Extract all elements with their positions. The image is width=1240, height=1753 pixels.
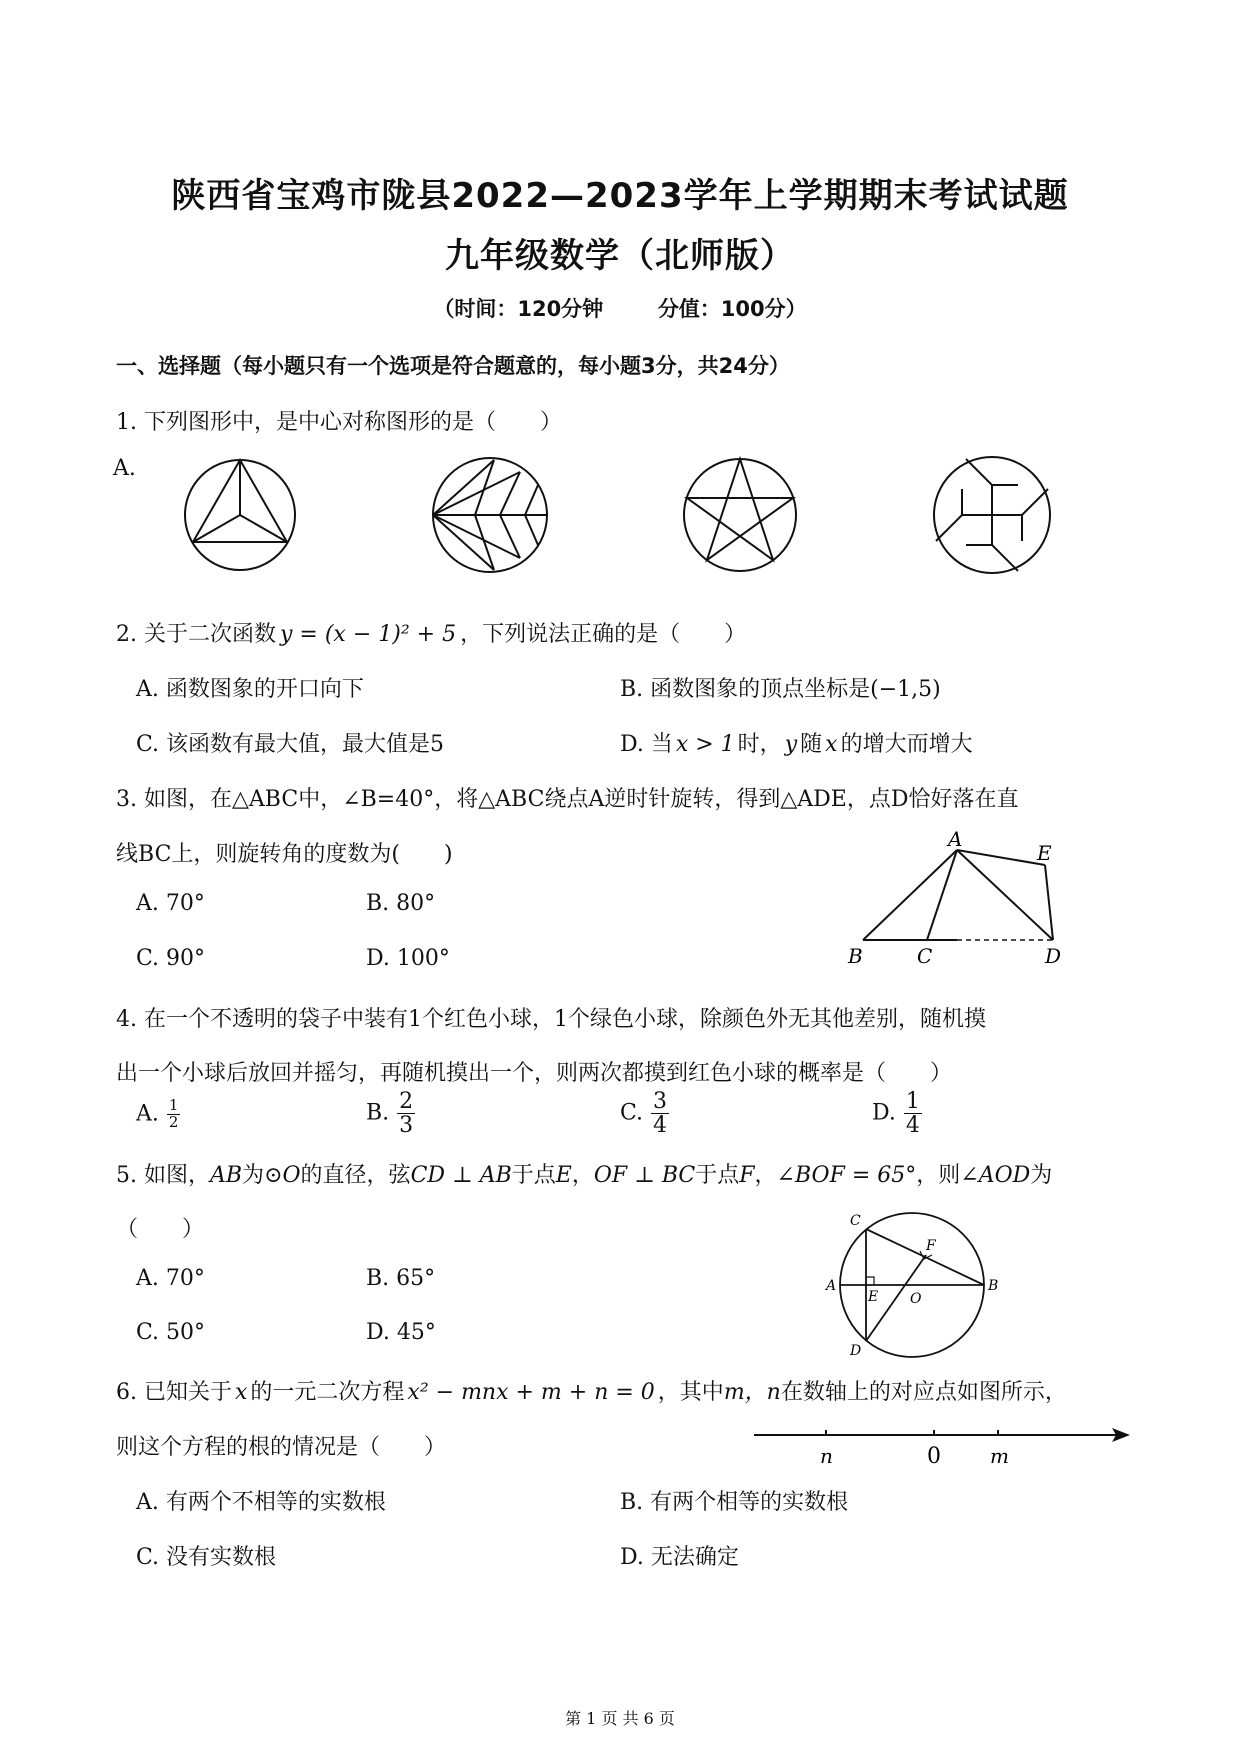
q3-figure (845, 830, 1075, 970)
q5-label-b: B (988, 1278, 999, 1294)
q2-stem: 2. 关于二次函数 y = (x − 1)² + 5 ，下列说法正确的是（ ） (116, 622, 747, 647)
q2-option-c: C. 该函数有最大值，最大值是5 (136, 732, 445, 757)
q1-figure-3 (684, 459, 796, 571)
exam-title-line1: 陕西省宝鸡市陇县2022—2023学年上学期期末考试试题 (171, 176, 1069, 216)
q1-figures (170, 450, 1070, 590)
q3-label-c: C (917, 944, 933, 968)
q1-figure-4 (934, 457, 1050, 573)
q2-option-a: A. 函数图象的开口向下 (136, 677, 364, 702)
exam-title-line2: 九年级数学（北师版） (445, 236, 795, 276)
q3-label-a: A (948, 830, 963, 851)
q3-label-e: E (1037, 841, 1052, 865)
q5-stem: 5. 如图，AB为⊙O的直径，弦CD ⊥ AB于点E，OF ⊥ BC于点F，∠BOF = 65°，则∠AOD为 (116, 1163, 1053, 1188)
q6-line2: 则这个方程的根的情况是（ ） (116, 1435, 447, 1460)
q1-option-a-label: A. (113, 456, 136, 481)
q5-label-a: A (826, 1278, 837, 1294)
q5-option-c: C. 50° (136, 1320, 206, 1345)
q4-option-d: D. $\frac{1}{4}$ (872, 1089, 920, 1139)
q5-option-d: D. 45° (366, 1320, 436, 1345)
section1-heading: 一、选择题（每小题只有一个选项是符合题意的，每小题3分，共24分） (116, 354, 790, 378)
q3-option-a: A. 70° (136, 891, 205, 916)
q6-label-zero: 0 (927, 1444, 941, 1469)
q4-option-b: B. $\frac{2}{3}$ (366, 1089, 414, 1139)
q2-option-d: D. 当 x > 1 时， y 随 x 的增大而增大 (620, 732, 973, 757)
q3-label-d: D (1045, 944, 1062, 968)
q6-option-c: C. 没有实数根 (136, 1545, 277, 1570)
time-info: （时间：120分钟 (433, 297, 604, 321)
q1-figure-2 (433, 458, 547, 572)
q3-label-b: B (848, 944, 863, 968)
q5-option-b: B. 65° (366, 1266, 436, 1291)
q3-line1: 3. 如图，在△ABC中，∠B=40°，将△ABC绕点A逆时针旋转，得到△ADE，点D恰好落在直 (116, 787, 1019, 812)
q4-line1: 4. 在一个不透明的袋子中装有1个红色小球，1个绿色小球，除颜色外无其他差别，随机摸 (116, 1007, 986, 1032)
q5-label-o: O (910, 1291, 922, 1307)
page-footer: 第 1 页 共 6 页 (565, 1709, 675, 1728)
q3-option-c: C. 90° (136, 946, 206, 971)
q1-figure-1 (185, 460, 295, 570)
q6-label-m: m (990, 1444, 1009, 1468)
score-info: 分值：100分） (657, 297, 807, 321)
q5-option-a: A. 70° (136, 1266, 205, 1291)
q6-equation: x² − mnx + m + n = 0 (407, 1380, 655, 1405)
q6-option-a: A. 有两个不相等的实数根 (136, 1490, 386, 1515)
q5-label-e: E (868, 1289, 879, 1305)
q5-blank: （ ） (116, 1217, 205, 1242)
q5-figure (820, 1205, 1010, 1365)
q6-stem: 6. 已知关于 x 的一元二次方程 x² − mnx + m + n = 0 ，其中m，n在数轴上的对应点如图所示， (116, 1380, 1067, 1405)
q2-formula: y = (x − 1)² + 5 (279, 622, 457, 647)
q6-option-b: B. 有两个相等的实数根 (620, 1490, 849, 1515)
q3-line2: 线BC上，则旋转角的度数为( ) (116, 842, 453, 867)
q4-option-c: C. $\frac{3}{4}$ (620, 1089, 668, 1139)
q2-option-b: B. 函数图象的顶点坐标是(−1,5) (620, 677, 941, 702)
q1-stem: 1. 下列图形中，是中心对称图形的是（ ） (116, 410, 562, 435)
q3-option-d: D. 100° (366, 946, 450, 971)
q5-label-c: C (850, 1213, 861, 1229)
q5-label-f: F (926, 1238, 936, 1254)
q6-option-d: D. 无法确定 (620, 1545, 739, 1570)
q5-label-d: D (850, 1343, 862, 1359)
exam-meta (0, 293, 1240, 323)
q6-label-n: n (820, 1444, 833, 1468)
q3-option-b: B. 80° (366, 891, 436, 916)
q6-number-line (752, 1418, 1132, 1478)
q4-line2: 出一个小球后放回并摇匀，再随机摸出一个，则两次都摸到红色小球的概率是（ ） (116, 1061, 953, 1086)
q4-option-a: A. $\frac{1}{2}$ (136, 1096, 179, 1131)
